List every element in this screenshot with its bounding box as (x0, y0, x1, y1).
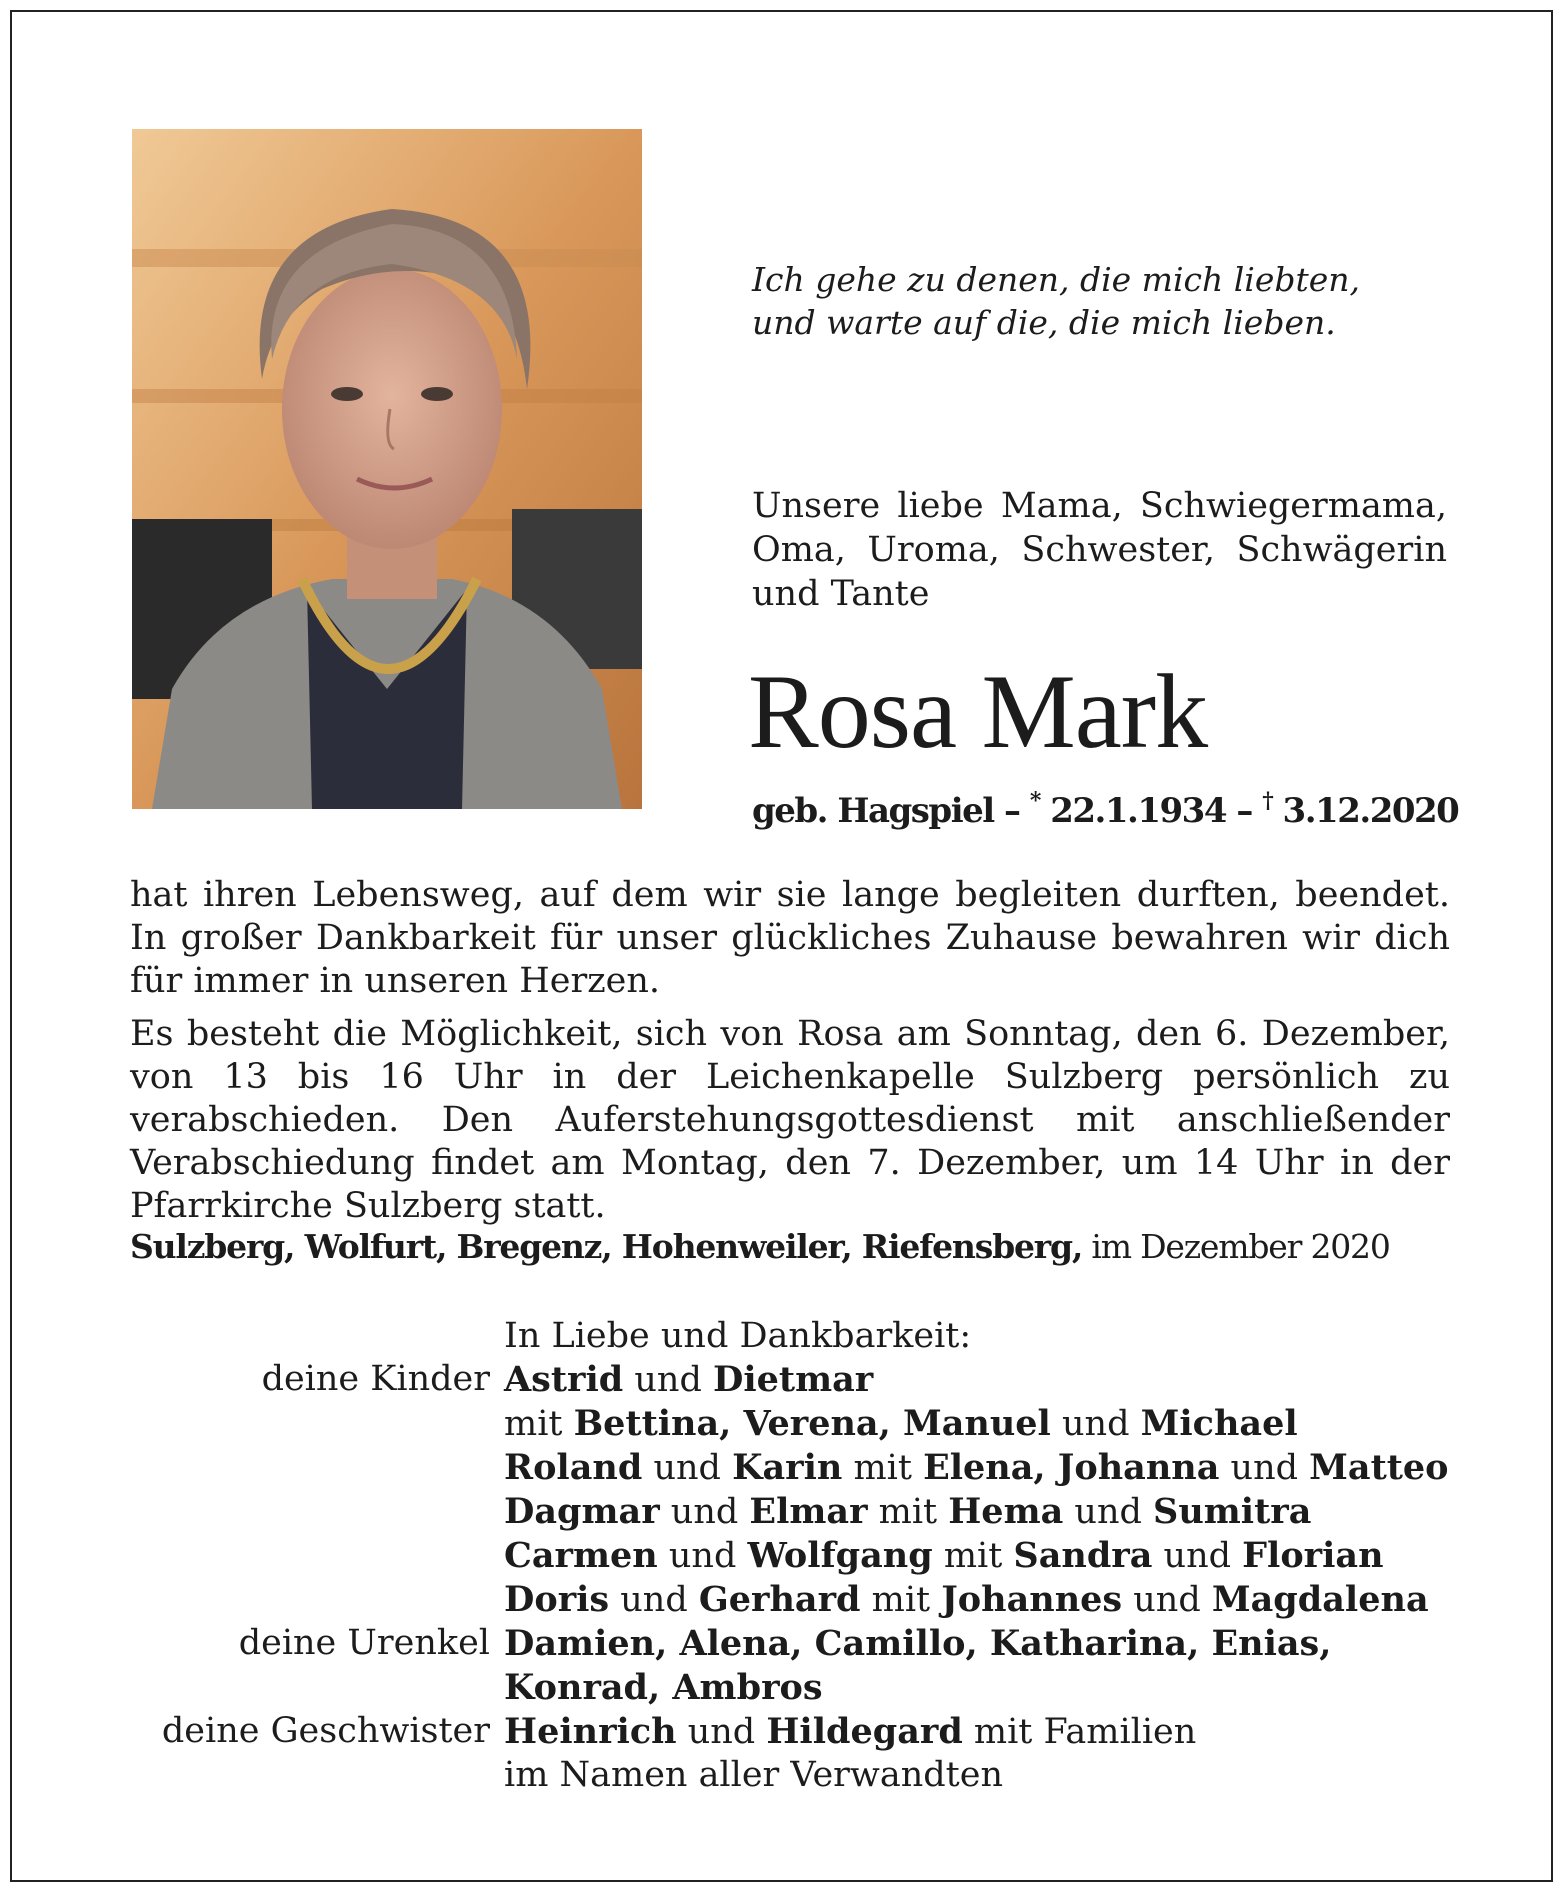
family-name: Doris (504, 1579, 610, 1620)
urenkel-names (504, 1666, 823, 1710)
family-name: Magdalena (1211, 1579, 1429, 1620)
family-name: Karin (732, 1447, 843, 1488)
family-name: Florian (1242, 1535, 1384, 1576)
obituary-page (10, 10, 1553, 1882)
family-name: Hildegard (766, 1711, 963, 1752)
connector-text: und (1050, 1404, 1141, 1444)
urenkel-names (504, 1622, 1331, 1666)
geschwister-line (12, 1710, 1555, 1754)
life-dates: geb. Hagspiel – * 22.1.1934 – † 3.12.2020 (752, 788, 1459, 831)
portrait-photo (132, 129, 642, 809)
kinder-names (504, 1446, 1449, 1490)
connector-text: und (623, 1360, 713, 1400)
family-name: Konrad, Ambros (504, 1667, 823, 1708)
family-name: Michael (1140, 1403, 1298, 1444)
body-paragraph-1: hat ihren Lebensweg, auf dem wir sie lange begleiten durften, beendet. In großer Dankbarkeit für unser glückliches Zuhause bewahren wir dich für immer in unseren Herzen. (130, 875, 1450, 1001)
connector-text: mit (860, 1580, 942, 1620)
signature-heading: In Liebe und Dankbarkeit: (504, 1316, 972, 1356)
places-list: Sulzberg, Wolfurt, Bregenz, Hohenweiler, Riefensberg, (130, 1227, 1083, 1266)
kinder-label: deine Kinder (261, 1359, 490, 1399)
family-name: Elmar (749, 1491, 868, 1532)
kinder-line (12, 1490, 1555, 1534)
death-date: 3.12.2020 (1282, 791, 1459, 831)
quote-line-2: und warte auf die, die mich lieben. (752, 303, 1336, 342)
urenkel-label: deine Urenkel (238, 1623, 490, 1663)
connector-text: und (1152, 1536, 1243, 1576)
family-name: Astrid (504, 1359, 624, 1400)
family-name: Wolfgang (747, 1535, 933, 1576)
family-name: Heinrich (504, 1711, 677, 1752)
connector-text: mit (932, 1536, 1014, 1576)
birth-date: 22.1.1934 (1050, 791, 1226, 831)
obituary-body (130, 874, 1450, 1238)
family-name: Gerhard (698, 1579, 861, 1620)
family-name: Damien, Alena, Camillo, Katharina, Enias, (504, 1623, 1332, 1664)
connector-text: im Namen aller Verwandten (504, 1755, 1003, 1795)
memorial-quote (752, 258, 1392, 344)
family-name: Dietmar (713, 1359, 874, 1400)
family-name: Bettina, Verena, Manuel (573, 1403, 1051, 1444)
urenkel-line (12, 1622, 1555, 1666)
quote-line-1: Ich gehe zu denen, die mich liebten, (752, 260, 1361, 299)
family-name: Sandra (1013, 1535, 1153, 1576)
geschwister-line (12, 1754, 1555, 1797)
deceased-name: Rosa Mark (748, 653, 1208, 770)
family-name: Sumitra (1153, 1491, 1312, 1532)
geschwister-group (12, 1710, 1555, 1797)
connector-text: mit Familien (962, 1712, 1197, 1752)
kinder-group (12, 1358, 1555, 1622)
kinder-line (12, 1358, 1555, 1402)
signature-block (12, 1315, 1555, 1797)
places-and-date (130, 1225, 1450, 1269)
connector-text: und (609, 1580, 699, 1620)
kinder-names (504, 1578, 1429, 1622)
kinder-names (504, 1358, 873, 1402)
connector-text: und (676, 1712, 767, 1752)
family-name: Elena, Johanna (923, 1447, 1220, 1488)
connector-text: und (1219, 1448, 1310, 1488)
connector-text: mit (504, 1404, 574, 1444)
died-symbol: † (1262, 788, 1273, 814)
intro-text: Unsere liebe Mama, Schwiegermama, Oma, Uroma, Schwester, Schwägerin und Tante (752, 486, 1447, 614)
connector-text: und (657, 1536, 748, 1576)
connector-text: mit (867, 1492, 949, 1532)
family-name: Matteo (1309, 1447, 1449, 1488)
family-name: Carmen (504, 1535, 658, 1576)
family-name: Hema (948, 1491, 1064, 1532)
geschwister-label: deine Geschwister (161, 1711, 490, 1751)
portrait-image (132, 129, 642, 809)
kinder-line (12, 1402, 1555, 1446)
kinder-line (12, 1534, 1555, 1578)
born-symbol: * (1029, 788, 1040, 814)
geschwister-names (504, 1754, 1003, 1797)
connector-text: und (1063, 1492, 1154, 1532)
announcement-date: im Dezember 2020 (1082, 1227, 1390, 1266)
family-name: Johannes (941, 1579, 1123, 1620)
kinder-line (12, 1446, 1555, 1490)
connector-text: und (659, 1492, 750, 1532)
urenkel-group (12, 1622, 1555, 1710)
kinder-names (504, 1534, 1384, 1578)
connector-text: und (1122, 1580, 1212, 1620)
family-name: Dagmar (504, 1491, 660, 1532)
signature-heading-row (12, 1315, 1555, 1358)
urenkel-line (12, 1666, 1555, 1710)
body-paragraph-2: Es besteht die Möglichkeit, sich von Rosa am Sonntag, den 6. Dezember, von 13 bis 16 Uhr in der Leichenkapelle Sulzberg persönlich zu verabschieden. Den Auferstehungsgottesdienst mit anschließender Verabschiedung findet am Montag, den 7. Dezember, um 14 Uhr in der Pfarrkirche Sulzberg statt. (130, 1014, 1450, 1226)
kinder-line (12, 1578, 1555, 1622)
kinder-names (504, 1402, 1298, 1446)
geschwister-names (504, 1710, 1196, 1754)
family-name: Roland (504, 1447, 643, 1488)
kinder-names (504, 1490, 1311, 1534)
connector-text: mit (842, 1448, 924, 1488)
connector-text: und (642, 1448, 733, 1488)
birth-name: geb. Hagspiel (752, 791, 994, 831)
